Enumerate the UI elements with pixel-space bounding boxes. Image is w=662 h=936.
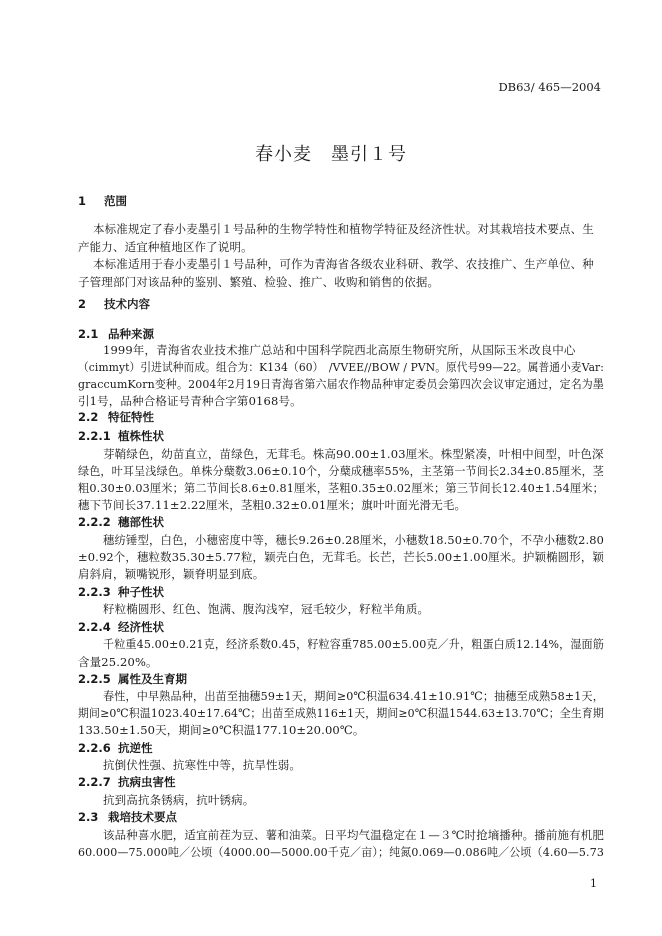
text-line: 子管理部门对该品种的鉴别、繁殖、检验、推广、收购和销售的依据。 (78, 275, 440, 289)
text-line: 60.000—75.000吨／公顷（4000.00—5000.00千克／亩）；纯氮0.069—0.086吨／公顷（4.60—5.73 (78, 845, 604, 859)
text-line: 千粒重45.00±0.21克，经济系数0.45，籽粒容重785.00±5.00克／升，粗蛋白质12.14%，湿面筋 (103, 637, 604, 651)
standard-number: DB63/ 465—2004 (498, 80, 601, 94)
text-line: 本标准适用于春小麦墨引１号品种，可作为青海省各级农业科研、教学、农技推广、生产单位、种 (93, 257, 594, 271)
text-line: 抗倒伏性强、抗寒性中等，抗旱性弱。 (103, 758, 302, 772)
section-heading: 2.2.4 经济性状 (78, 620, 164, 634)
text-line: graccumKorn变种。2004年2月19日青海省第六届农作物品种审定委员会第四次会议审定通过，定名为墨 (78, 377, 604, 391)
document-title: 春小麦 墨引１号 (255, 144, 407, 165)
section-heading: 2.2.5 属性及生育期 (78, 672, 187, 686)
text-line: 芽鞘绿色，幼苗直立，苗绿色，无茸毛。株高90.00±1.03厘米。株型紧凑，叶相中间型，叶色深 (103, 447, 604, 461)
text-line: 1999年，青海省农业技术推广总站和中国科学院西北高原生物研究所，从国际玉米改良中心 (103, 343, 576, 357)
section-heading: 2.2 特征特性 (78, 410, 154, 424)
section-heading: 2.2.2 穗部性状 (78, 515, 164, 529)
text-line: 春性，中早熟品种，出苗至抽穗59±1天，期间≥0℃积温634.41±10.91℃；抽穗至成熟58±1天， (103, 689, 604, 703)
section-heading: 2.2.1 植株性状 (78, 429, 164, 443)
text-line: 含量25.20%。 (78, 655, 158, 669)
section-heading: 2.2.3 种子性状 (78, 585, 164, 599)
text-line: ±0.92个，穗粒数35.30±5.77粒，颖壳白色，无茸毛。长芒，芒长5.00±1.00厘米。护颖椭圆形，颖 (78, 550, 604, 564)
section-heading: 2.3 栽培技术要点 (78, 810, 177, 824)
text-line: 产能力、适宜种植地区作了说明。 (78, 240, 253, 254)
section-heading: 2.2.6 抗逆性 (78, 741, 153, 755)
page-number: 1 (590, 877, 597, 890)
section-heading: 2 技术内容 (78, 297, 150, 311)
section-heading: 2.1 品种来源 (78, 327, 154, 341)
text-line: 该品种喜水肥，适宜前茬为豆、薯和油菜。日平均气温稳定在１—３℃时抢墒播种。播前施有机肥 (103, 828, 605, 842)
text-line: 引1号，品种合格证号青种合字第0168号。 (78, 394, 302, 408)
text-line: 籽粒椭圆形、红色、饱满、腹沟浅窄，冠毛较少，籽粒半角质。 (103, 602, 430, 616)
text-line: 粗0.30±0.03厘米；第二节间长8.6±0.81厘米，茎粗0.35±0.02厘米；第三节间长12.40±1.54厘米； (78, 481, 605, 495)
text-line: 肩斜肩，颖嘴锐形，颖脊明显到底。 (78, 567, 265, 581)
text-line: 本标准规定了春小麦墨引１号品种的生物学特性和植物学特征及经济性状。对其栽培技术要点、生 (93, 222, 594, 236)
section-heading: 2.2.7 抗病虫害性 (78, 775, 176, 789)
section-heading: 1 范围 (78, 194, 127, 208)
text-line: 133.50±1.50天，期间≥0℃积温177.10±20.00℃。 (78, 723, 365, 737)
text-line: （cimmyt）引进试种而成。组合为：K134（60） /VVEE//BOW / PVN。原代号99—22。属普通小麦Var: (78, 360, 605, 374)
text-line: 穗下节间长37.11±2.22厘米，茎粗0.32±0.01厘米；旗叶叶面光滑无毛。 (78, 498, 467, 512)
text-line: 期间≥0℃积温1023.40±17.64℃；出苗至成熟116±1天，期间≥0℃积温1544.63±13.70℃；全生育期 (78, 706, 604, 720)
text-line: 穗纺锤型，白色，小穗密度中等，穗长9.26±0.28厘米，小穗数18.50±0.70个，不孕小穗数2.80 (103, 533, 605, 547)
text-line: 抗到高抗条锈病，抗叶锈病。 (103, 793, 255, 807)
text-line: 绿色，叶耳呈浅绿色。单株分蘖数3.06±0.10个，分蘖成穗率55%，主茎第一节间长2.34±0.85厘米，茎 (78, 464, 605, 478)
